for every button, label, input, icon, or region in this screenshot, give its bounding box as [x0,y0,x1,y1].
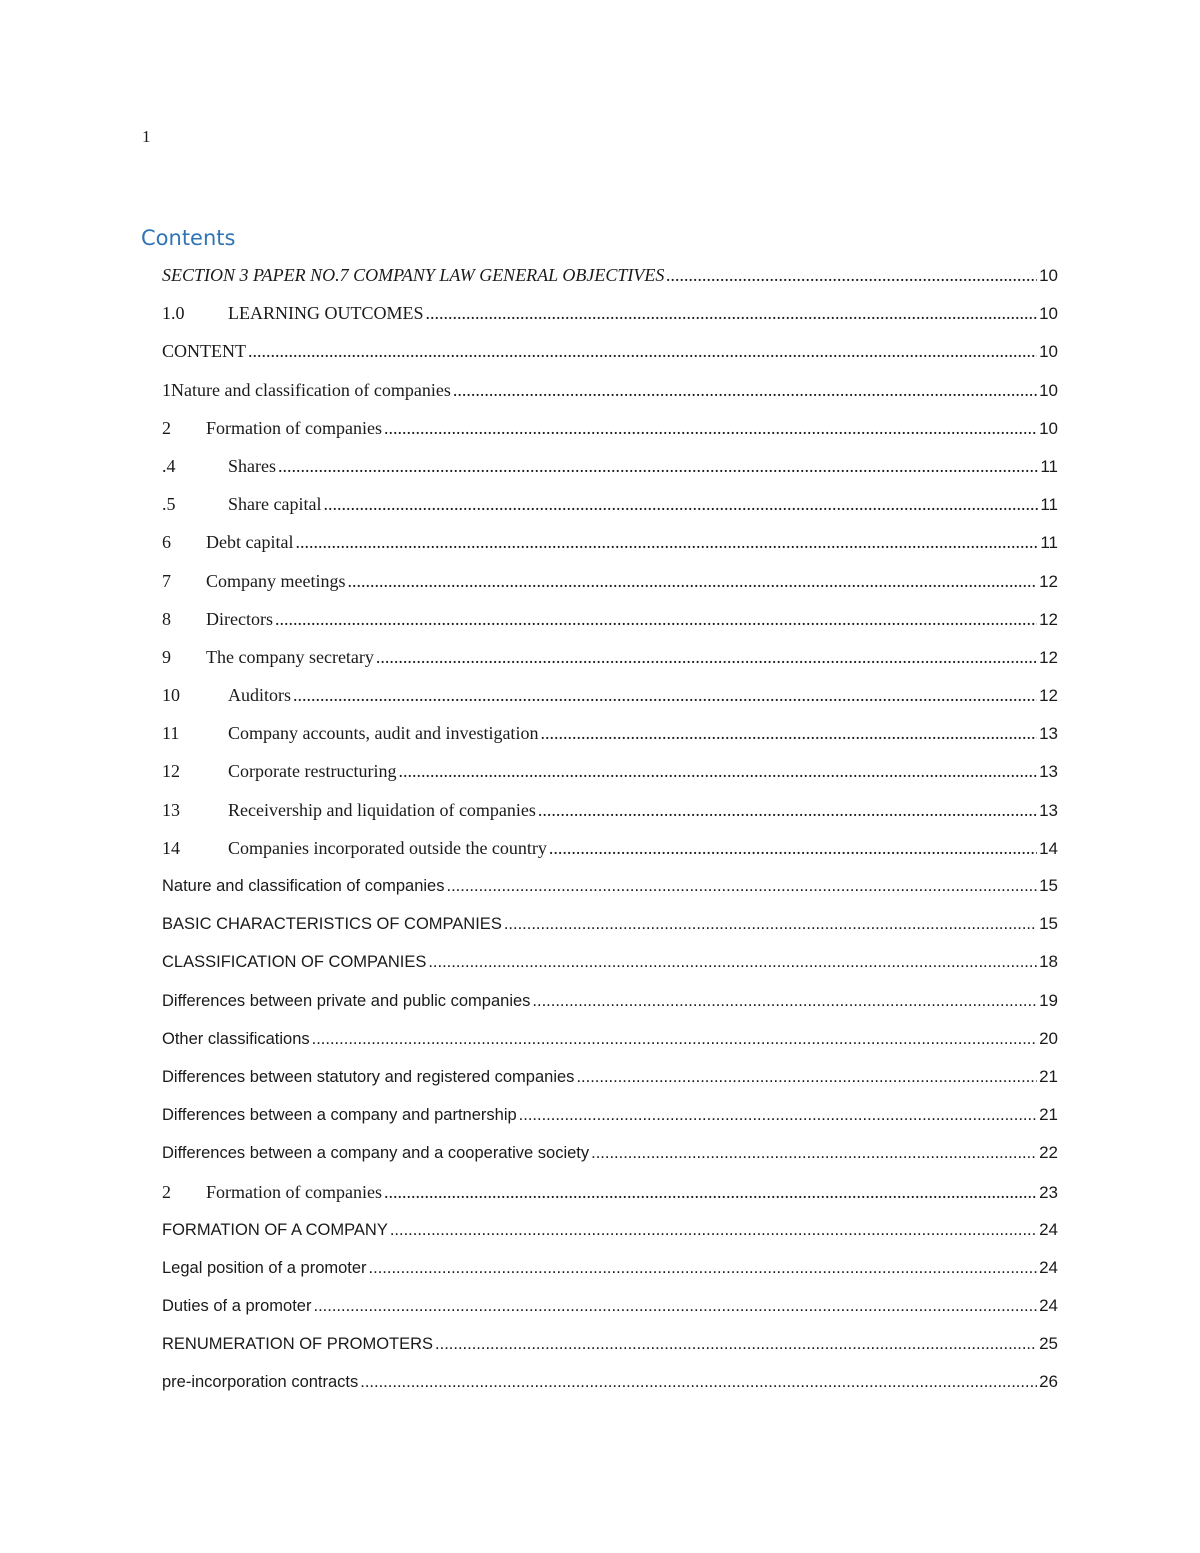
toc-entry[interactable] [162,1215,1058,1253]
toc-entry-label: LEARNING OUTCOMES [228,303,424,324]
toc-entry[interactable] [162,298,1058,336]
toc-entry-page: 26 [1039,1372,1058,1392]
dot-leader [295,527,1038,557]
dot-leader [591,1138,1037,1168]
toc-entry[interactable] [162,566,1058,604]
toc-entry-label: The company secretary [206,646,374,667]
toc-entry-page: 12 [1039,686,1058,706]
toc-entry-number: 8 [162,608,171,629]
toc-entry-page: 12 [1039,647,1058,667]
toc-entry-page: 12 [1039,571,1058,591]
toc-entry-label: Differences between a company and a cooperative society [162,1144,590,1163]
toc-entry-page: 11 [1040,495,1058,515]
toc-entry-label: Differences between a company and partnership [162,1106,517,1125]
dot-leader [384,1177,1037,1207]
dot-leader [540,718,1037,748]
toc-heading: Contents [141,226,236,250]
toc-entry-number: 13 [162,799,180,820]
toc-entry[interactable] [162,756,1058,794]
toc-entry-number: 2 [162,1181,171,1202]
toc-entry-page: 24 [1039,1219,1058,1239]
toc-entry-label: Company accounts, audit and investigation [228,723,539,744]
toc-entry-page: 21 [1039,1066,1058,1086]
toc-entry-label: Formation of companies [206,1181,382,1202]
toc-entry-page: 10 [1039,418,1058,438]
toc-entry-label: Share capital [228,494,322,515]
toc-entry[interactable] [162,527,1058,565]
toc-entry-label: SECTION 3 PAPER NO.7 COMPANY LAW GENERAL OBJECTIVES [162,265,665,285]
toc-entry[interactable] [162,451,1058,489]
toc-entry[interactable] [162,375,1058,413]
toc-entry-label: Formation of companies [206,417,382,438]
toc-entry-page: 24 [1039,1257,1058,1277]
toc-entry-label: 1Nature and classification of companies [162,379,451,400]
toc-entry-number: .4 [162,455,176,476]
toc-entry-label: Debt capital [206,532,294,553]
toc-entry-page: 11 [1040,456,1058,476]
toc-entry-label: Nature and classification of companies [162,877,445,895]
toc-entry-page: 23 [1039,1182,1058,1202]
toc-entry-number: 14 [162,837,180,858]
toc-entry-label: Company meetings [206,570,346,591]
toc-entry[interactable] [162,1253,1058,1291]
toc-entry-label: Other classifications [162,1029,310,1048]
toc-entry-label: FORMATION OF A COMPANY [162,1220,388,1239]
toc-entry[interactable] [162,833,1058,871]
toc-entry[interactable] [162,680,1058,718]
toc-entry[interactable] [162,795,1058,833]
toc-entry[interactable] [162,489,1058,527]
toc-entry[interactable] [162,336,1058,374]
toc-entry[interactable] [162,1329,1058,1367]
toc-entry[interactable] [162,642,1058,680]
toc-entry-page: 18 [1039,952,1058,972]
toc-entry-page: 13 [1039,762,1058,782]
toc-entry-page: 24 [1039,1296,1058,1316]
toc-entry[interactable] [162,604,1058,642]
toc-entry[interactable] [162,1138,1058,1176]
toc-entry-page: 13 [1039,800,1058,820]
toc-entry-page: 25 [1039,1334,1058,1354]
toc-entry[interactable] [162,909,1058,947]
toc-entry-page: 15 [1039,876,1058,895]
dot-leader [369,1253,1038,1283]
toc-entry-number: .5 [162,494,176,515]
dot-leader [504,909,1037,939]
dot-leader [384,413,1037,443]
toc-entry[interactable] [162,718,1058,756]
dot-leader [248,336,1037,366]
toc-entry-page: 14 [1039,838,1058,858]
toc-entry-page: 20 [1039,1028,1058,1048]
toc-entry-label: Differences between statutory and registered companies [162,1067,575,1086]
toc-entry-number: 9 [162,646,171,667]
toc-entry-page: 10 [1039,380,1058,400]
toc-entry-label: BASIC CHARACTERISTICS OF COMPANIES [162,915,502,934]
toc-entry[interactable] [162,1177,1058,1215]
toc-entry-number: 7 [162,570,171,591]
toc-entry-page: 11 [1040,533,1058,553]
dot-leader [278,451,1038,481]
toc-entry-page: 22 [1039,1143,1058,1163]
toc-entry-number: 10 [162,685,180,706]
dot-leader [312,1024,1037,1054]
toc-entry-label: Shares [228,455,276,476]
toc-entry-number: 11 [162,723,180,744]
dot-leader [549,833,1037,863]
toc-entry-page: 19 [1039,990,1058,1010]
dot-leader [426,298,1038,328]
toc-entry-number: 2 [162,417,171,438]
toc-entry-label: Receivership and liquidation of companies [228,799,536,820]
toc-entry[interactable] [162,1024,1058,1062]
dot-leader [347,566,1037,596]
dot-leader [666,260,1037,290]
dot-leader [532,986,1037,1016]
toc-entry-label: RENUMERATION OF PROMOTERS [162,1335,434,1354]
dot-leader [398,756,1037,786]
toc-entry-page: 21 [1039,1105,1058,1125]
dot-leader [446,871,1037,901]
toc-entry-label: Differences between private and public companies [162,991,531,1010]
page-number: 1 [142,127,151,146]
toc-entry[interactable] [162,986,1058,1024]
dot-leader [453,375,1037,405]
toc-entry[interactable] [162,413,1058,451]
dot-leader [360,1367,1037,1397]
toc-entry[interactable] [162,1062,1058,1100]
toc-entry-number: 1.0 [162,303,185,324]
dot-leader [323,489,1038,519]
toc-entry-number: 6 [162,532,171,553]
toc-entry-label: CLASSIFICATION OF COMPANIES [162,953,427,972]
toc-entry-label: Auditors [228,685,291,706]
toc-entry[interactable] [162,1291,1058,1329]
toc-entry-label: Corporate restructuring [228,761,397,782]
toc-entry-label: Duties of a promoter [162,1297,312,1316]
toc-entry-label: pre-incorporation contracts [162,1373,359,1392]
toc-entry-page: 13 [1039,724,1058,744]
toc-entry[interactable] [162,947,1058,985]
dot-leader [519,1100,1037,1130]
dot-leader [435,1329,1037,1359]
toc-entry[interactable] [162,871,1058,909]
toc-entry-label: CONTENT [162,341,246,362]
toc-entry[interactable] [162,260,1058,298]
toc-entry[interactable] [162,1100,1058,1138]
toc-entry-page: 10 [1039,304,1058,324]
toc-entry-label: Directors [206,608,273,629]
dot-leader [376,642,1037,672]
dot-leader [576,1062,1037,1092]
dot-leader [293,680,1037,710]
dot-leader [390,1215,1037,1245]
dot-leader [313,1291,1037,1321]
toc-entry-page: 10 [1039,342,1058,362]
toc-entry-label: Legal position of a promoter [162,1258,367,1277]
toc-entry-number: 12 [162,761,180,782]
dot-leader [428,947,1037,977]
toc-entry-page: 12 [1039,609,1058,629]
toc-entry-label: Companies incorporated outside the country [228,837,547,858]
toc-entry-page: 10 [1039,266,1058,285]
dot-leader [538,795,1037,825]
toc-entry-page: 15 [1039,914,1058,934]
toc-entry[interactable] [162,1367,1058,1405]
dot-leader [275,604,1037,634]
table-of-contents [162,260,1058,1406]
